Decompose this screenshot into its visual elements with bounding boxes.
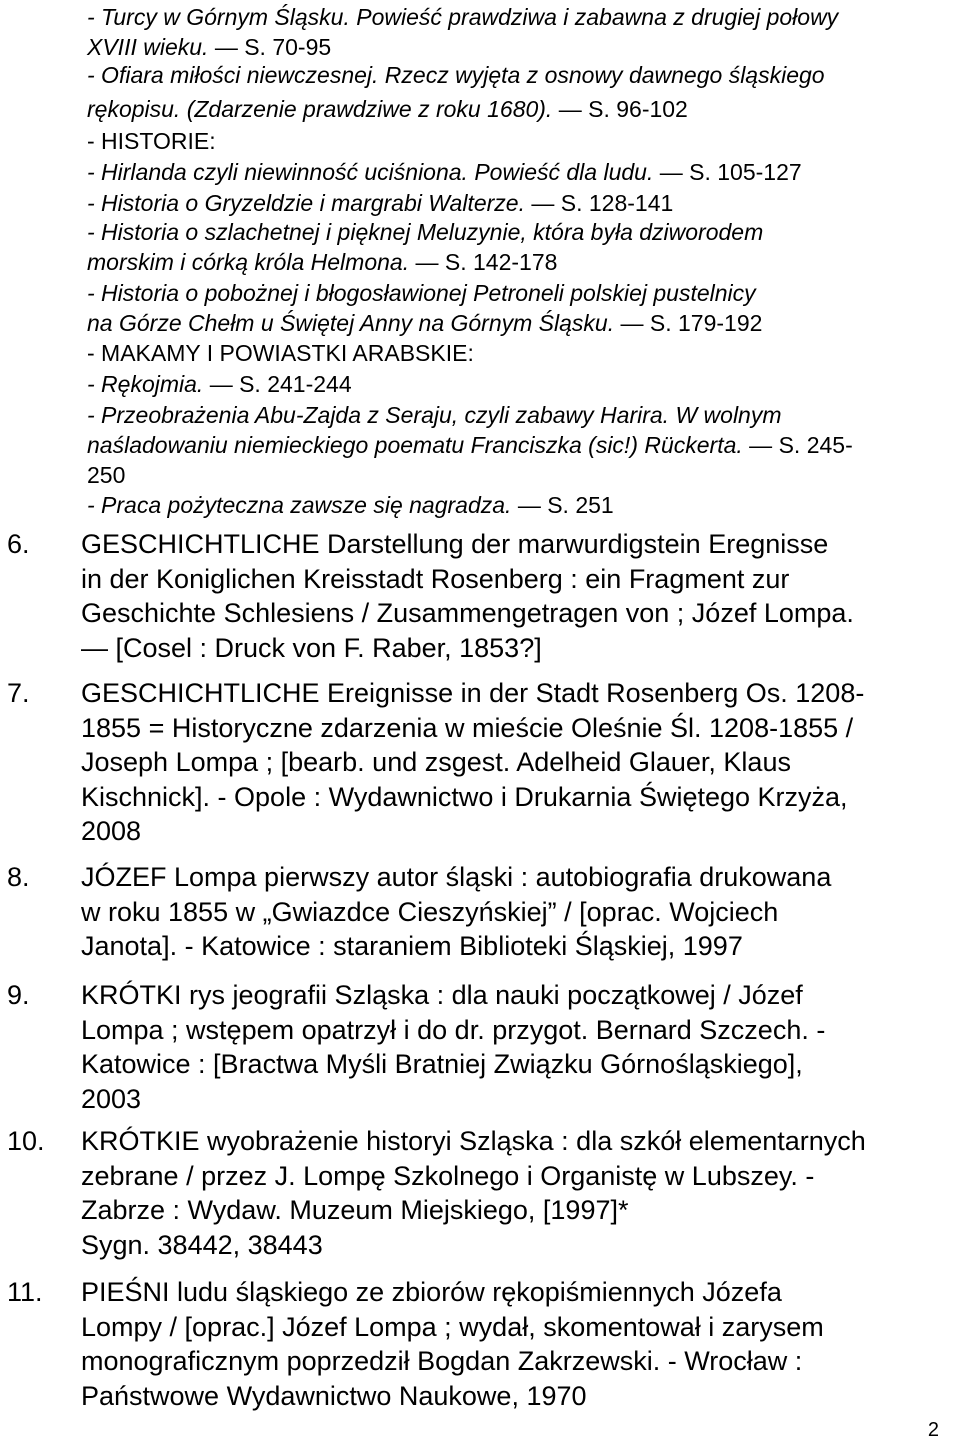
entry-text-line: PIEŚNI ludu śląskiego ze zbiorów rękopiśmiennych Józefa [81,1277,782,1307]
subsection-line [87,124,957,158]
entry-text-line: Kischnick]. - Opole : Wydawnictwo i Drukarnia Świętego Krzyża, [81,781,848,812]
subsection-page-range: — S. 105-127 [653,159,802,185]
entry-number: 6. [7,529,30,559]
entry-text-line: Lompy / [oprac.] Józef Lompa ; wydał, skomentował i zarysem [81,1311,824,1342]
subsection-title: - Przeobrażenia Abu-Zajda z Seraju, czyli zabawy Harira. W wolnym [87,402,782,428]
subsection-title: - Ofiara miłości niewczesnej. Rzecz wyjęta z osnowy dawnego śląskiego [87,62,825,88]
entry-text-line: 2008 [81,816,142,846]
bibliography-entry [0,1124,960,1262]
entry-text-line: KRÓTKI rys jeografii Szląska : dla nauki początkowej / Józef [81,980,803,1010]
subsection-title: morskim i córką króla Helmona. [87,249,410,275]
subsection-line [87,245,957,279]
subsection-line [87,458,957,492]
bibliography-entry [0,1275,960,1413]
entry-text-line: Zabrze : Wydaw. Muzeum Miejskiego, [1997]* [81,1195,629,1225]
subsection-line [87,155,957,189]
entry-number: 7. [7,678,30,708]
entry-text-line: 2003 [81,1083,142,1114]
entry-text-line: Lompa ; wstępem opatrzył i do dr. przygot. Bernard Szczech. - [81,1014,826,1045]
subsection-line [87,367,957,401]
subsection-line [87,276,957,310]
entry-text-line: Państwowe Wydawnictwo Naukowe, 1970 [81,1380,587,1411]
subsection-line [87,488,957,522]
bibliography-entry [0,527,960,665]
entry-text-line: GESCHICHTLICHE Darstellung der marwurdigstein Eregnisse [81,529,829,559]
entry-text-line: Janota]. - Katowice : staraniem Biblioteki Śląskiej, 1997 [81,931,743,961]
subsection-page-range: — S. 251 [511,492,614,518]
entry-text-line: w roku 1855 w „Gwiazdce Cieszyńskiej” / [oprac. Wojciech [81,896,779,927]
subsection-title: - Rękojmia. [87,371,204,397]
bibliography-entry [0,860,960,964]
entry-text-line: in der Koniglichen Kreisstadt Rosenberg : ein Fragment zur [81,563,790,594]
subsection-page-range: - MAKAMY I POWIASTKI ARABSKIE: [87,340,474,366]
subsection-title: - Hirlanda czyli niewinność uciśniona. Powieść dla ludu. [87,159,654,185]
entry-number: 9. [7,980,30,1010]
entry-text-line: 1855 = Historyczne zdarzenia w mieście Oleśnie Śl. 1208-1855 / [81,712,854,743]
entry-text-line: Sygn. 38442, 38443 [81,1229,323,1260]
subsection-title: na Górze Chełm u Świętej Anny na Górnym Śląsku. [87,310,615,336]
bibliography-entry [0,978,960,1116]
subsection-page-range: — S. 241-244 [203,371,352,397]
entry-text-line: — [Cosel : Druck von F. Raber, 1853?] [81,632,542,663]
entry-number: 11. [7,1277,43,1307]
subsection-title: - Historia o pobożnej i błogosławionej Petroneli polskiej pustelnicy [87,280,756,306]
subsection-title: - Praca pożyteczna zawsze się nagradza. [87,492,512,518]
subsection-line [87,215,957,249]
subsection-page-range: - HISTORIE: [87,128,216,154]
subsection-page-range: — S. 142-178 [409,249,558,275]
subsection-line [87,92,957,126]
subsection-line [87,428,957,462]
subsection-line [87,336,957,370]
entry-text-line: monograficznym poprzedził Bogdan Zakrzewski. - Wrocław : [81,1346,803,1376]
entry-text-line: Katowice : [Bractwa Myśli Bratniej Związku Górnośląskiego], [81,1049,803,1079]
entry-text-line: Geschichte Schlesiens / Zusammengetragen von ; Józef Lompa. [81,598,854,628]
subsection-title: naśladowaniu niemieckiego poematu Franciszka (sic!) Rückerta. [87,432,743,458]
subsection-title: XVIII wieku. [87,34,209,60]
subsection-page-range: — S. 179-192 [614,310,763,336]
subsection-line [87,0,957,34]
bibliography-entry [0,676,960,849]
subsection-page-range: — S. 128-141 [524,190,674,216]
subsection-line [87,58,957,92]
subsection-line [87,398,957,432]
entry-text-line: KRÓTKIE wyobrażenie historyi Szląska : dla szkół elementarnych [81,1126,866,1156]
subsection-line [87,306,957,340]
subsection-title: - Turcy w Górnym Śląsku. Powieść prawdziwa i zabawna z drugiej połowy [87,4,839,30]
page-number: 2 [927,1419,939,1441]
subsection-title: - Historia o Gryzeldzie i margrabi Walterze. [87,190,525,216]
entry-text-line: JÓZEF Lompa pierwszy autor śląski : autobiografia drukowana [81,862,832,892]
subsection-page-range: 250 [87,462,126,488]
subsection-page-range: — S. 70-95 [208,34,332,60]
entry-number: 8. [7,862,30,892]
subsection-title: rękopisu. (Zdarzenie prawdziwe z roku 1680). [87,96,553,122]
entry-text-line: zebrane / przez J. Lompę Szkolnego i Organistę w Lubszey. - [81,1160,815,1191]
entry-text-line: GESCHICHTLICHE Ereignisse in der Stadt Rosenberg Os. 1208- [81,678,865,708]
subsection-title: - Historia o szlachetnej i pięknej Meluzynie, która była dziworodem [87,219,764,245]
subsection-page-range: — S. 96-102 [552,96,688,122]
entry-text-line: Joseph Lompa ; [bearb. und zsgest. Adelheid Glauer, Klaus [81,747,791,777]
subsection-page-range: — S. 245- [742,432,853,458]
entry-number: 10. [7,1126,45,1156]
